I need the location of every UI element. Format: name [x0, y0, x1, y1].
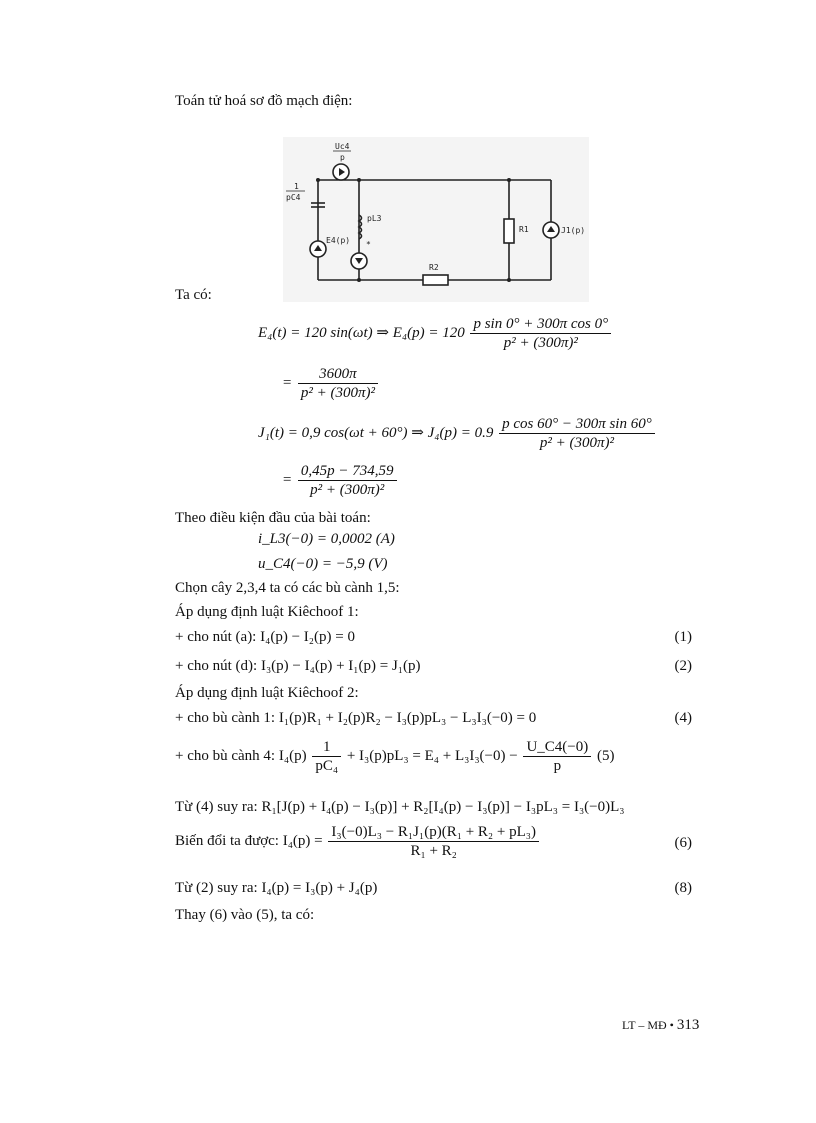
e-lhs: E₄(t) = 120 sin(ωt) ⇒ E₄(p) = 120 — [258, 324, 465, 341]
from-2-line — [175, 880, 692, 897]
uc-den-label: p — [340, 153, 345, 162]
subst-text: Thay (6) vào (5), ta có: — [175, 907, 315, 923]
page-footer — [622, 1017, 699, 1034]
e-label: E4(p) — [326, 236, 351, 245]
r2-label: R2 — [429, 263, 439, 272]
j-label: J1(p) — [561, 226, 586, 235]
kvl-branch-1 — [175, 710, 692, 727]
e2-lhs: = — [282, 374, 293, 391]
kcl-node-a-text: + cho nút (a): I₄(p) − I₂(p) = 0 — [175, 629, 355, 645]
kcl-node-a — [175, 629, 692, 646]
circuit-diagram — [283, 137, 589, 302]
j2-num: 0,45p − 734,59 — [298, 462, 397, 481]
l-label: pL3 — [367, 214, 382, 223]
eq-number-2: (2) — [674, 658, 692, 674]
init-uc4: u_C4(−0) = −5,9 (V) — [258, 556, 388, 572]
kvl-frac2-num: U_C4(−0) — [523, 738, 591, 757]
kcl-node-d-text: + cho nút (d): I₃(p) − I₄(p) + I₁(p) = J₁(p) — [175, 658, 421, 674]
e-num: p sin 0° + 300π cos 0° — [470, 315, 611, 334]
kvl-frac2-den: p — [553, 758, 562, 774]
j-equation — [258, 415, 657, 452]
e-den: p² + (300π)² — [503, 335, 578, 351]
kvl-frac1-num: 1 — [312, 738, 341, 757]
kvl-branch-4-frac1 — [312, 738, 341, 775]
j-num: p cos 60° − 300π sin 60° — [499, 415, 655, 434]
kvl-title: Áp dụng định luật Kiêchoof 2: — [175, 685, 359, 701]
eq-number-5: (5) — [597, 747, 615, 764]
star-label: * — [366, 240, 371, 249]
kvl-branch-4 — [175, 738, 615, 775]
c-den-label: pC4 — [286, 193, 301, 202]
kvl-frac1-den: pC₄ — [315, 758, 339, 774]
kcl-title: Áp dụng định luật Kiêchoof 1: — [175, 604, 359, 620]
transform-den: R₁ + R₂ — [410, 843, 457, 859]
page-number: 313 — [676, 1017, 700, 1033]
r1-label: R1 — [519, 225, 529, 234]
circuit-schematic — [283, 137, 589, 302]
transform-pre: Biến đổi ta được: I₄(p) = — [175, 832, 323, 849]
kvl-branch-1-text: + cho bù cành 1: I₁(p)R₁ + I₂(p)R₂ − I₃(p)pL₃ − L₃I₃(−0) = 0 — [175, 710, 537, 726]
from-4-line: Từ (4) suy ra: R₁[J(p) + I₄(p) − I₃(p)] + R₂[I₄(p) − I₃(p)] − I₃pL₃ = I₃(−0)L₃ — [175, 799, 625, 815]
e2-fraction — [298, 365, 378, 402]
e-equation — [258, 315, 613, 352]
j2-den: p² + (300π)² — [310, 482, 385, 498]
j-den: p² + (300π)² — [539, 435, 614, 451]
e2-equation — [282, 365, 380, 402]
kvl-branch-4-frac2 — [523, 738, 591, 775]
j2-fraction — [298, 462, 397, 499]
kvl-branch-4-pre: + cho bù cành 4: I₄(p) — [175, 747, 307, 764]
eq-number-8: (8) — [674, 880, 692, 896]
j2-lhs: = — [282, 471, 293, 488]
init-title: Theo điều kiện đầu của bài toán: — [175, 510, 371, 526]
taco-text: Ta có: — [175, 287, 212, 303]
e2-num: 3600π — [298, 365, 378, 384]
uc-num-label: Uc4 — [335, 142, 350, 151]
c-num-label: 1 — [294, 182, 299, 191]
e2-den: p² + (300π)² — [300, 385, 375, 401]
transform-line — [175, 823, 692, 873]
eq-number-4: (4) — [674, 710, 692, 726]
transform-num: I₃(−0)L₃ − R₁J₁(p)(R₁ + R₂ + pL₃) — [328, 823, 539, 842]
eq-number-1: (1) — [674, 629, 692, 645]
j2-equation — [282, 462, 399, 499]
footer-label: LT – MĐ • — [622, 1018, 674, 1032]
kcl-node-d — [175, 658, 692, 675]
init-il3: i_L3(−0) = 0,0002 (A) — [258, 531, 395, 547]
transform-fraction — [328, 823, 539, 860]
intro-text: Toán tử hoá sơ đồ mạch điện: — [175, 93, 353, 109]
e-fraction — [470, 315, 611, 352]
j-lhs: J₁(t) = 0,9 cos(ωt + 60°) ⇒ J₄(p) = 0.9 — [258, 424, 494, 441]
kvl-branch-4-mid: + I₃(p)pL₃ = E₄ + L₃I₃(−0) − — [346, 747, 518, 764]
j-fraction — [499, 415, 655, 452]
eq-number-6: (6) — [674, 835, 692, 851]
tree-text: Chọn cây 2,3,4 ta có các bù cành 1,5: — [175, 580, 400, 596]
from-2-text: Từ (2) suy ra: I₄(p) = I₃(p) + J₄(p) — [175, 880, 378, 896]
